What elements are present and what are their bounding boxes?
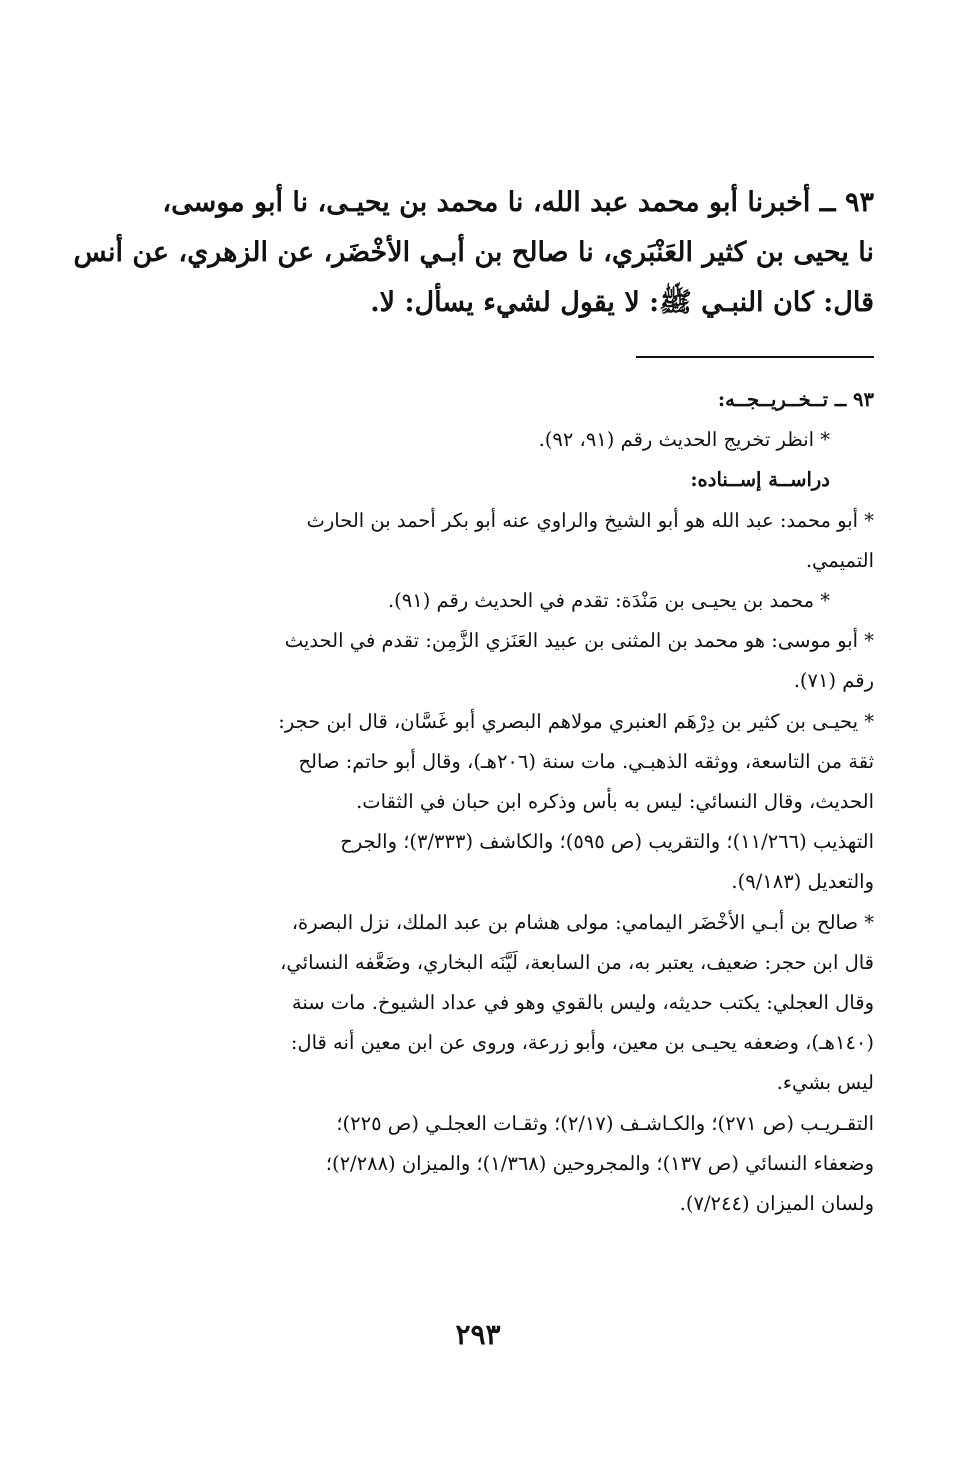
hadith-line: نا يحيى بن كثير العَنْبَري، نا صالح بن أبـي الأخْضَر، عن الزهري، عن أنس — [73, 237, 874, 268]
hadith-text — [73, 178, 874, 328]
footnote-line: وقال العجلي: يكتب حديثه، وليس بالقوي وهو في عداد الشيوخ. مات سنة — [291, 991, 874, 1015]
section-subheading: دراســة إســناده: — [690, 468, 830, 492]
footnote-line: * أبو موسى: هو محمد بن المثنى بن عبيد العَنَزي الزَّمِن: تقدم في الحديث — [284, 629, 874, 653]
footnote-line: ليس بشيء. — [776, 1071, 874, 1095]
footnote-line: (١٤٠هـ)، وضعفه يحيـى بن معين، وأبو زرعة، وروى عن ابن معين أنه قال: — [290, 1031, 874, 1055]
footnote-heading: ٩٣ ــ تــخــريــجــه: — [717, 388, 874, 411]
footnote-line: وضعفاء النسائي (ص ١٣٧)؛ والمجروحين (١/٣٦٨)؛ والميزان (٢/٢٨٨)؛ — [325, 1151, 874, 1175]
footnote-line: التهذيب (١١/٢٦٦)؛ والتقريب (ص ٥٩٥)؛ والكاشف (٣/٣٣٣)؛ والجرح — [340, 830, 874, 854]
footnote-line: * يحيـى بن كثير بن دِرْهَم العنبري مولاهم البصري أبو غَسَّان، قال ابن حجر: — [278, 709, 874, 733]
footnote-line: التقـريـب (ص ٢٧١)؛ والكـاشـف (٢/١٧)؛ وثقـات العجلـي (ص ٢٢٥)؛ — [336, 1111, 874, 1135]
footnote-separator — [636, 356, 874, 358]
footnote-line: ثقة من التاسعة، ووثقه الذهبـي. مات سنة (٢٠٦هـ)، وقال أبو حاتم: صالح — [298, 749, 874, 773]
footnote-line: ولسان الميزان (٧/٢٤٤). — [679, 1192, 874, 1216]
footnotes — [82, 380, 874, 1224]
footnote-line: * أبو محمد: عبد الله هو أبو الشيخ والراوي عنه أبو بكر أحمد بن الحارث — [306, 508, 874, 532]
footnote-line: والتعديل (٩/١٨٣). — [731, 870, 874, 894]
hadith-line: ٩٣ ــ أخبرنا أبو محمد عبد الله، نا محمد بن يحيـى، نا أبو موسى، — [162, 187, 874, 218]
footnote-line: رقم (٧١). — [793, 669, 874, 693]
footnote-line: قال ابن حجر: ضعيف، يعتبر به، من السابعة، لَيَّنَه البخاري، وضَعَّفه النسائي، — [280, 950, 874, 974]
hadith-line: قال: كان النبـي ﷺ: لا يقول لشيء يسأل: لا. — [370, 287, 874, 318]
footnote-line: * محمد بن يحيـى بن مَنْدَة: تقدم في الحديث رقم (٩١). — [387, 589, 830, 613]
page-number: ٢٩٣ — [455, 1318, 501, 1351]
footnote-line: * صالح بن أبـي الأخْضَر اليمامي: مولى هشام بن عبد الملك، نزل البصرة، — [291, 910, 874, 934]
footnote-line: الحديث، وقال النسائي: ليس به بأس وذكره ابن حبان في الثقات. — [356, 790, 874, 814]
footnote-line: * انظر تخريج الحديث رقم (٩١، ٩٢). — [538, 428, 830, 452]
footnote-line: التميمي. — [805, 548, 874, 572]
